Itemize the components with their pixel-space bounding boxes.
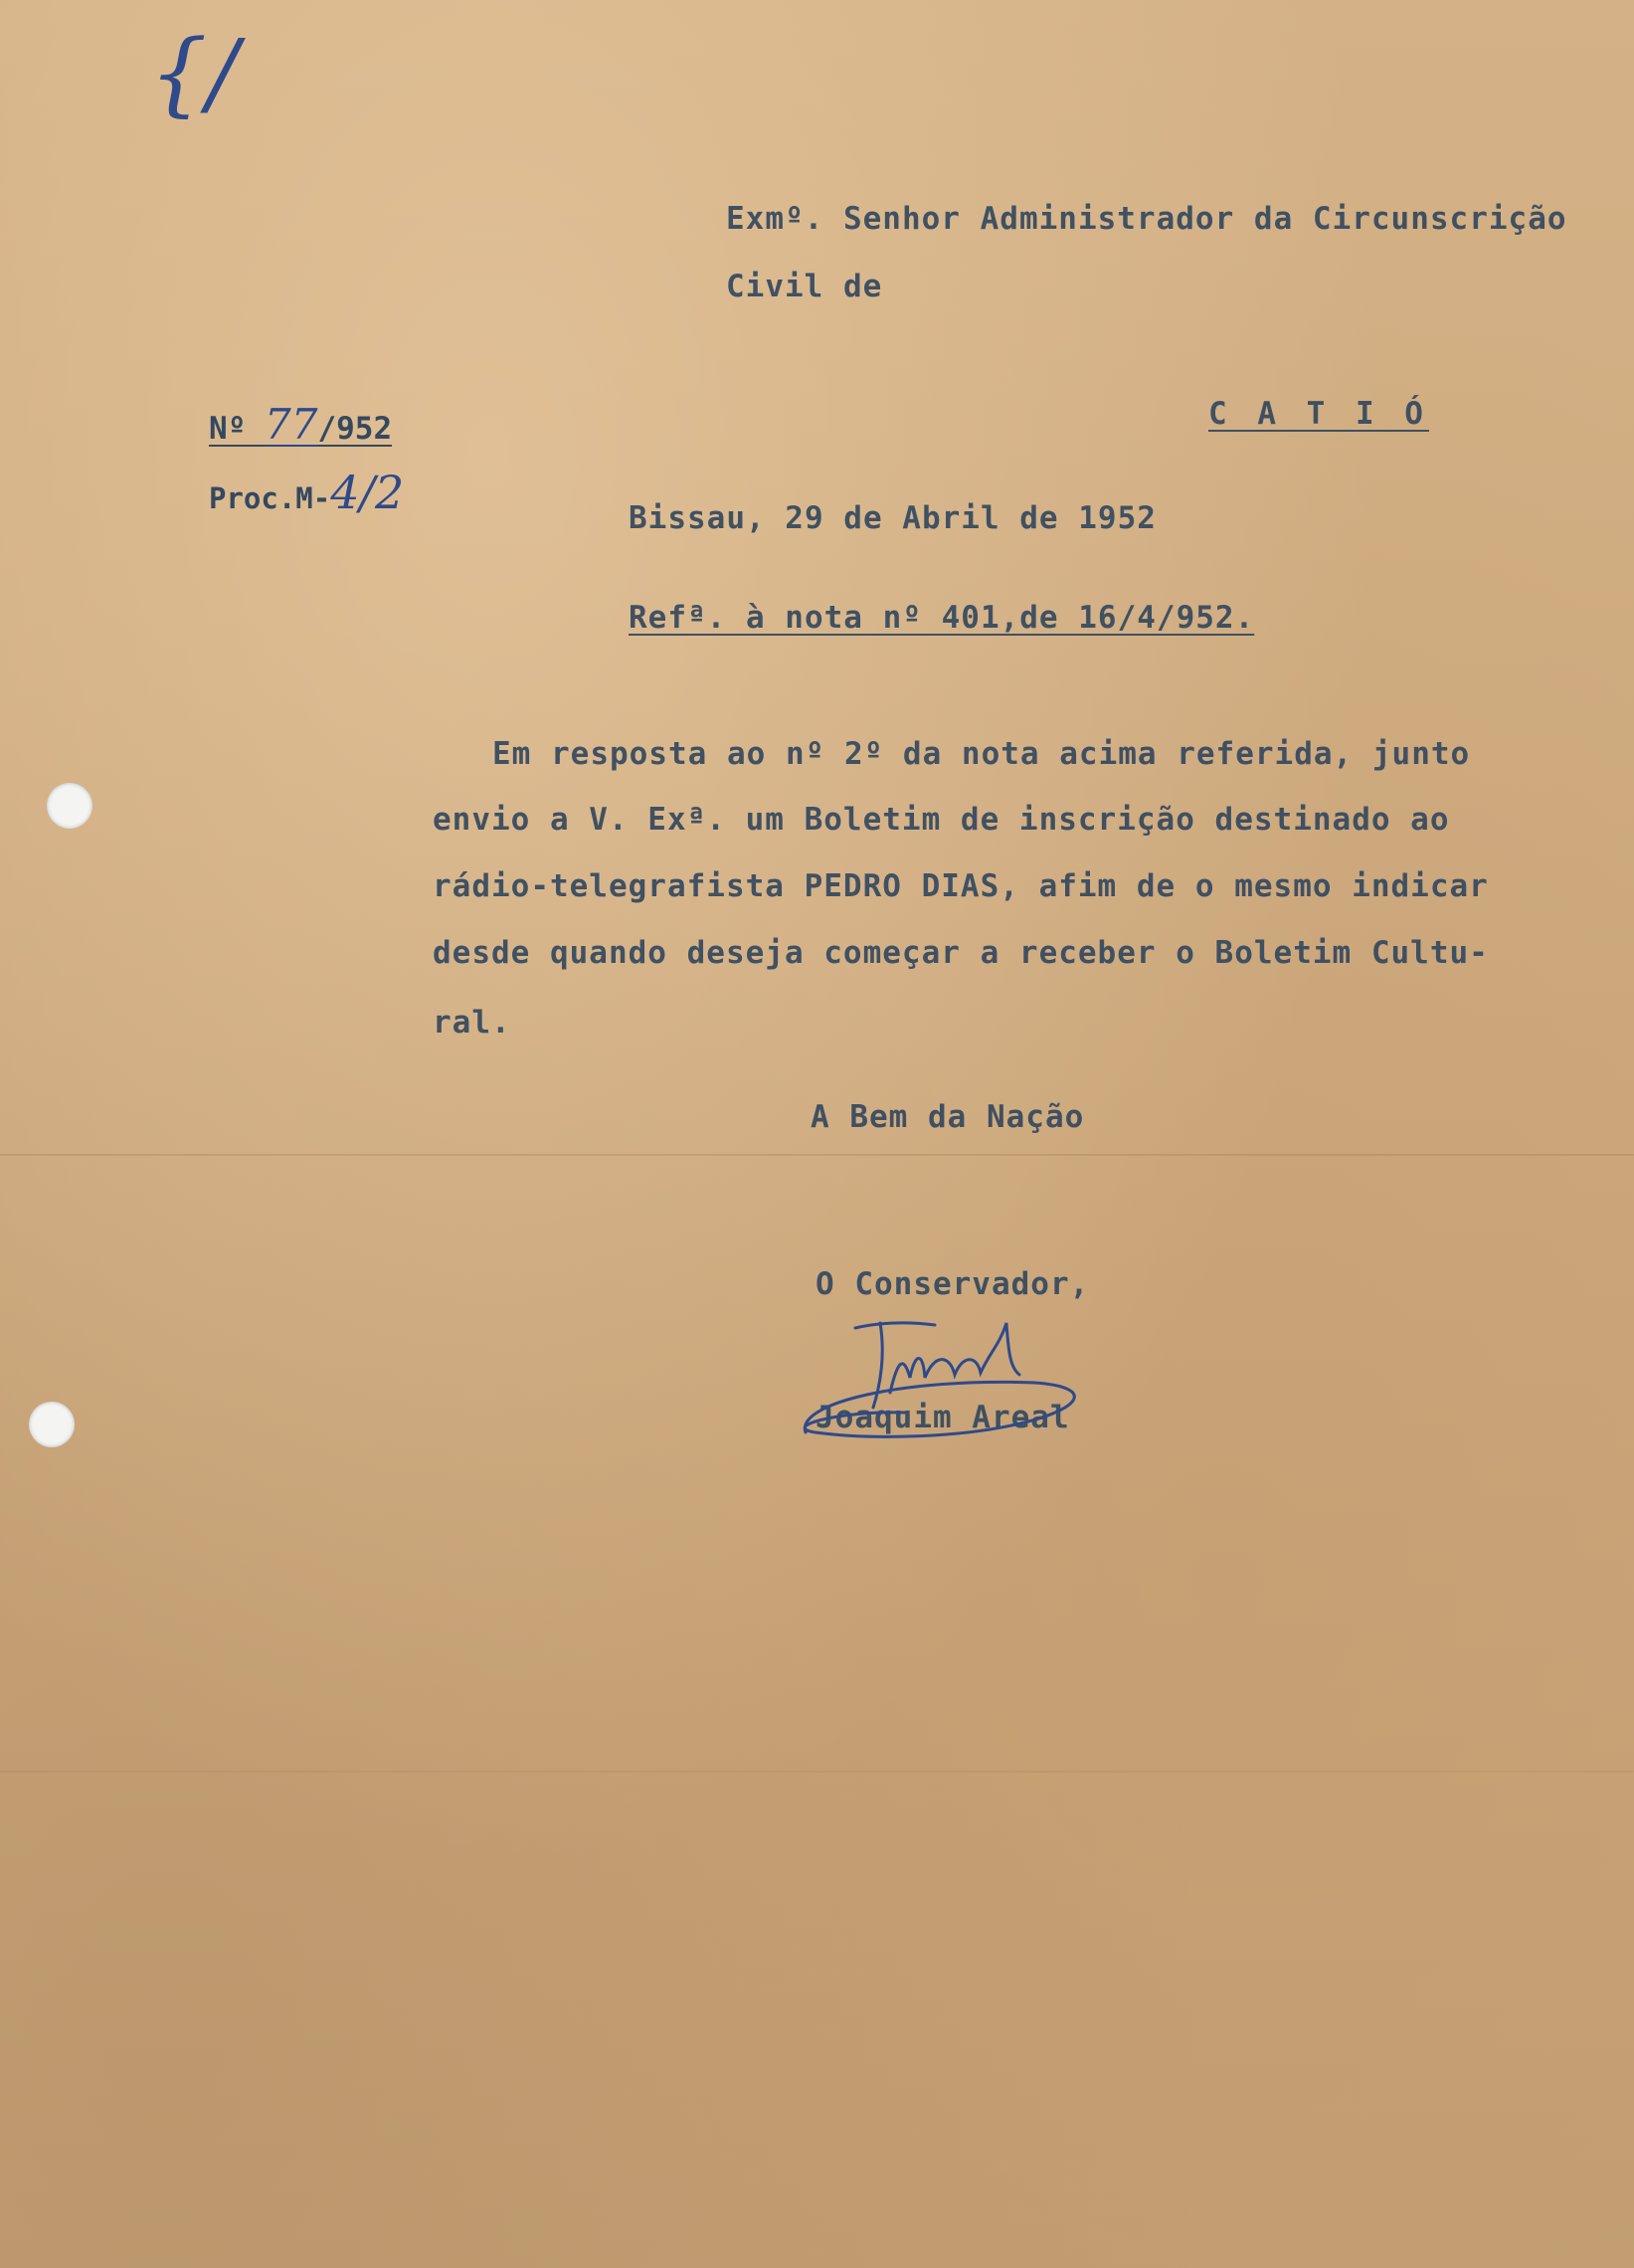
addressee-line-1: Exmº. Senhor Administrador da Circunscrição (726, 201, 1567, 237)
place-and-date: Bissau, 29 de Abril de 1952 (629, 500, 1157, 536)
punch-hole-top (47, 783, 92, 829)
signatory-title: O Conservador, (816, 1266, 1090, 1302)
body-line: rádio-telegrafista PEDRO DIAS, afim de o mesmo indicar (433, 868, 1489, 904)
body-line: ral. (433, 1005, 511, 1040)
handwritten-signature (786, 1283, 1114, 1452)
body-line: envio a V. Exª. um Boletim de inscrição destinado ao (433, 802, 1450, 838)
destination-name: C A T I Ó (1208, 396, 1429, 432)
closing-salutation: A Bem da Nação (811, 1099, 1085, 1135)
note-reference: Refª. à nota nº 401,de 16/4/952. (629, 600, 1255, 636)
process-number (209, 466, 404, 519)
paper-crease (0, 1771, 1634, 1773)
process-number-prefix: Proc.M- (209, 481, 331, 515)
reference-number (209, 400, 392, 449)
reference-number-suffix: /952 (317, 411, 393, 447)
process-number-handwritten: 4/2 (330, 466, 405, 519)
body-line: desde quando deseja começar a receber o Boletim Cultu- (433, 935, 1489, 971)
reference-number-prefix: Nº (209, 411, 265, 447)
paper-crease (0, 1154, 1634, 1156)
signatory-name: Joaquim Areal (816, 1400, 1070, 1435)
corner-handwritten-mark: {/ (149, 20, 239, 126)
addressee-line-2: Civil de (726, 269, 883, 304)
reference-number-handwritten: 77 (265, 400, 318, 449)
body-line: Em resposta ao nº 2º da nota acima referida, junto (492, 736, 1471, 772)
punch-hole-bottom (29, 1402, 75, 1447)
